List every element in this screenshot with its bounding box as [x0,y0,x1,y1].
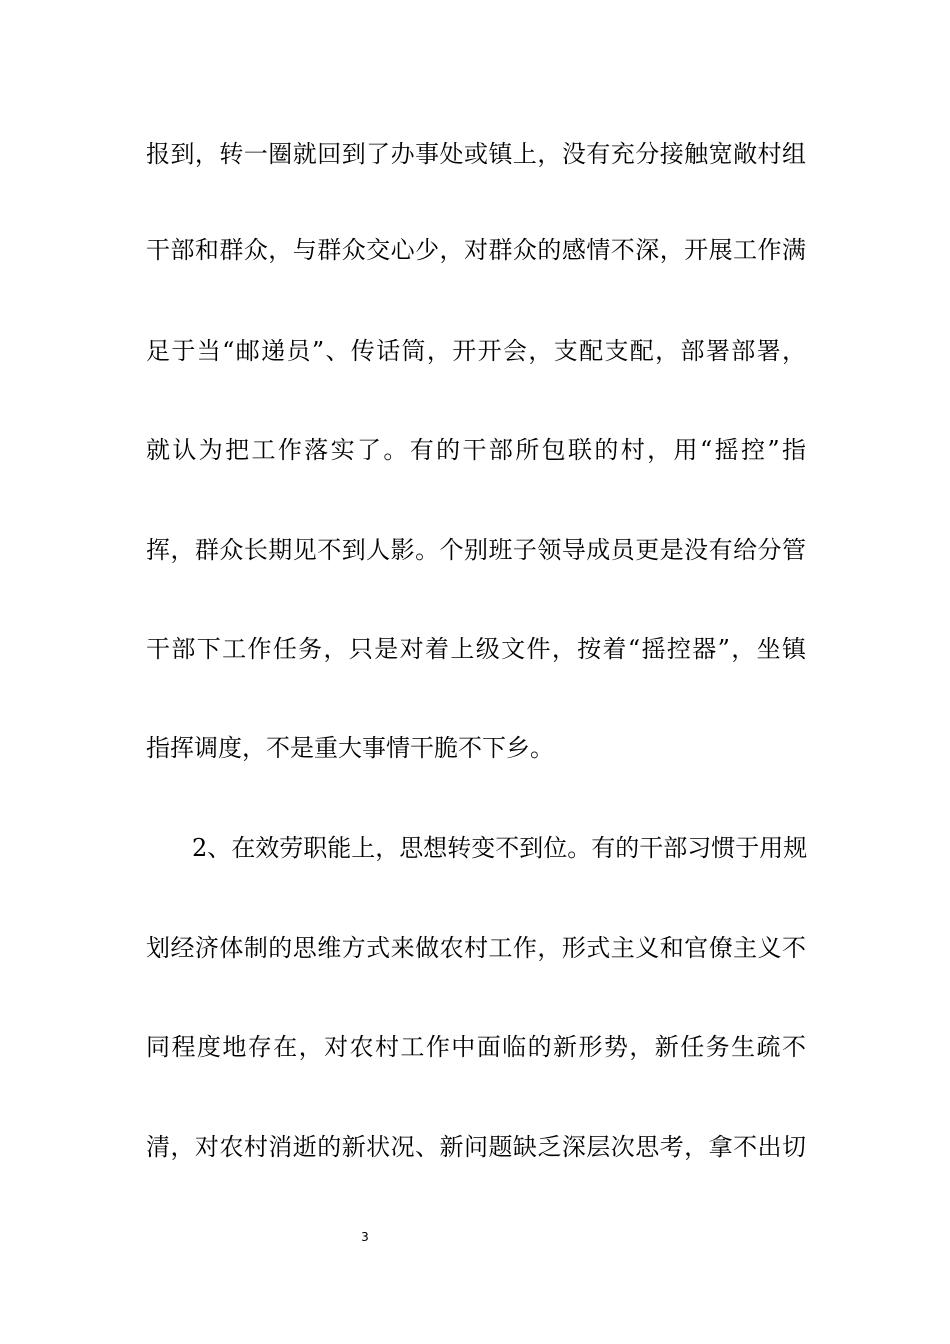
page-number: 3 [361,1230,369,1244]
paragraph-1-line-2: 干部和群众，与群众交心少，对群众的感情不深，开展工作满 [146,236,806,264]
paragraph-1-line-6: 干部下工作任务，只是对着上级文件，按着“摇控器”，坐镇 [146,635,806,663]
paragraph-2-line-2: 划经济体制的思维方式来做农村工作，形式主义和官僚主义不 [146,934,806,962]
paragraph-1-line-5: 挥，群众长期见不到人影。个别班子领导成员更是没有给分管 [146,536,806,564]
paragraph-2-line-3: 同程度地存在，对农村工作中面临的新形势，新任务生疏不 [146,1033,806,1061]
paragraph-1-line-3: 足于当“邮递员”、传话筒，开开会，支配支配，部署部署， [146,337,806,365]
paragraph-2-line-4: 清，对农村消逝的新状况、新问题缺乏深层次思考，拿不出切 [146,1133,806,1161]
paragraph-1-line-4: 就认为把工作落实了。有的干部所包联的村，用“摇控”指 [146,436,806,464]
paragraph-1-line-1: 报到，转一圈就回到了办事处或镇上，没有充分接触宽敞村组 [146,140,806,168]
paragraph-1-line-7: 指挥调度，不是重大事情干脆不下乡。 [146,734,554,762]
paragraph-2-line-1: 2、在效劳职能上，思想转变不到位。有的干部习惯于用规 [192,834,808,862]
